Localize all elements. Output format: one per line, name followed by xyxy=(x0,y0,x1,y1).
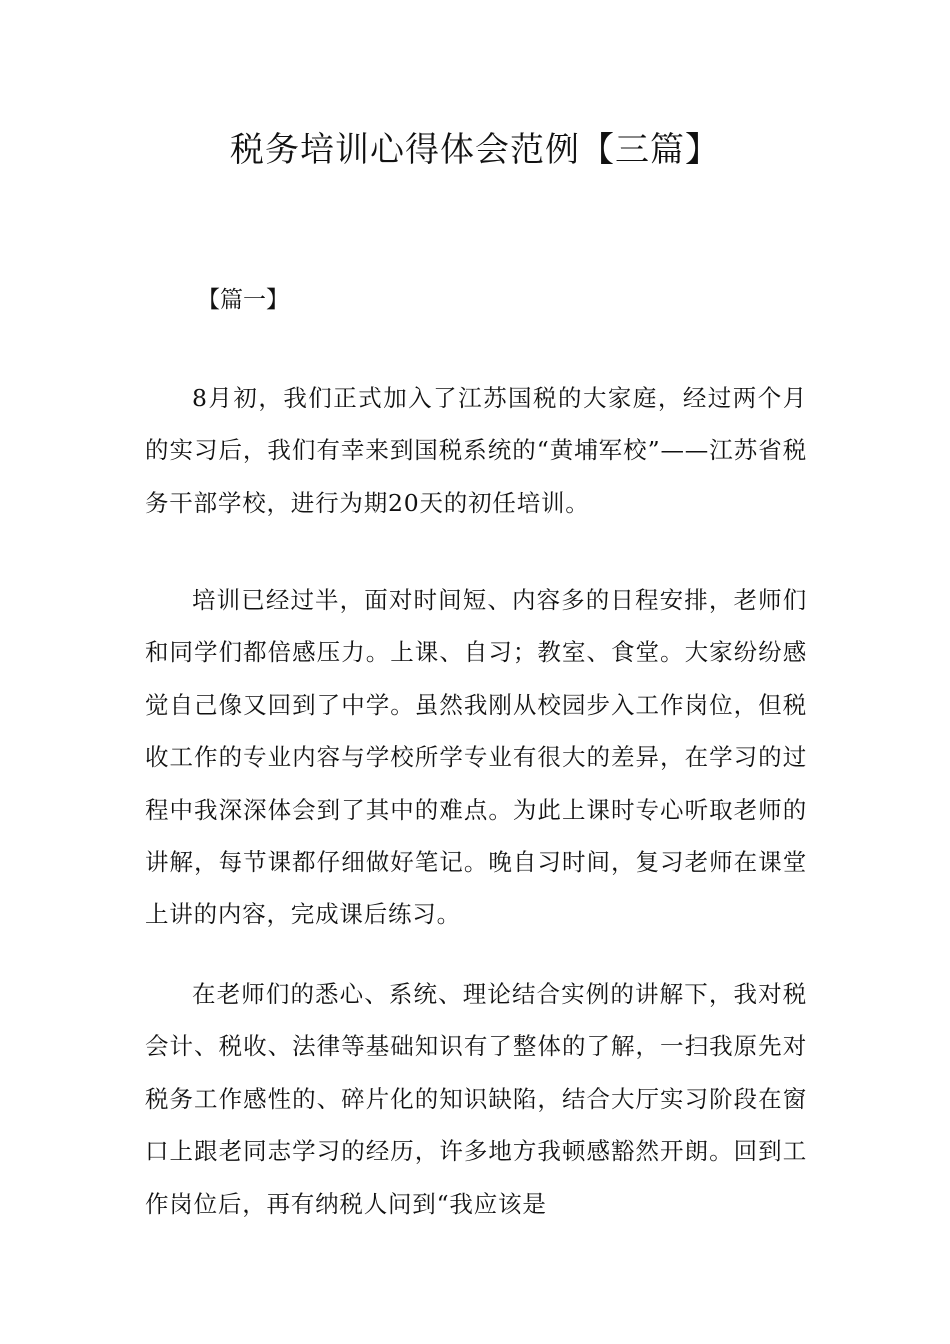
document-title: 税务培训心得体会范例【三篇】 xyxy=(230,130,720,170)
paragraph-3: 在老师们的悉心、系统、理论结合实例的讲解下，我对税会计、税收、法律等基础知识有了整体的了解，一扫我原先对税务工作感性的、碎片化的知识缺陷，结合大厅实习阶段在窗口上跟老同志学习的经历，许多地方我顿感豁然开朗。回到工作岗位后，再有纳税人问到“我应该是 xyxy=(145,980,807,1218)
paragraph-2: 培训已经过半，面对时间短、内容多的日程安排，老师们和同学们都倍感压力。上课、自习；教室、食堂。大家纷纷感觉自己像又回到了中学。虽然我刚从校园步入工作岗位，但税收工作的专业内容与学校所学专业有很大的差异，在学习的过程中我深深体会到了其中的难点。为此上课时专心听取老师的讲解，每节课都仔细做好笔记。晚自习时间，复习老师在课堂上讲的内容，完成课后练习。 xyxy=(145,586,807,929)
section-heading: 【篇一】 xyxy=(197,287,289,313)
paragraph-1: 8月初，我们正式加入了江苏国税的大家庭，经过两个月的实习后，我们有幸来到国税系统的“黄埔军校”——江苏省税务干部学校，进行为期20天的初任培训。 xyxy=(145,384,807,517)
